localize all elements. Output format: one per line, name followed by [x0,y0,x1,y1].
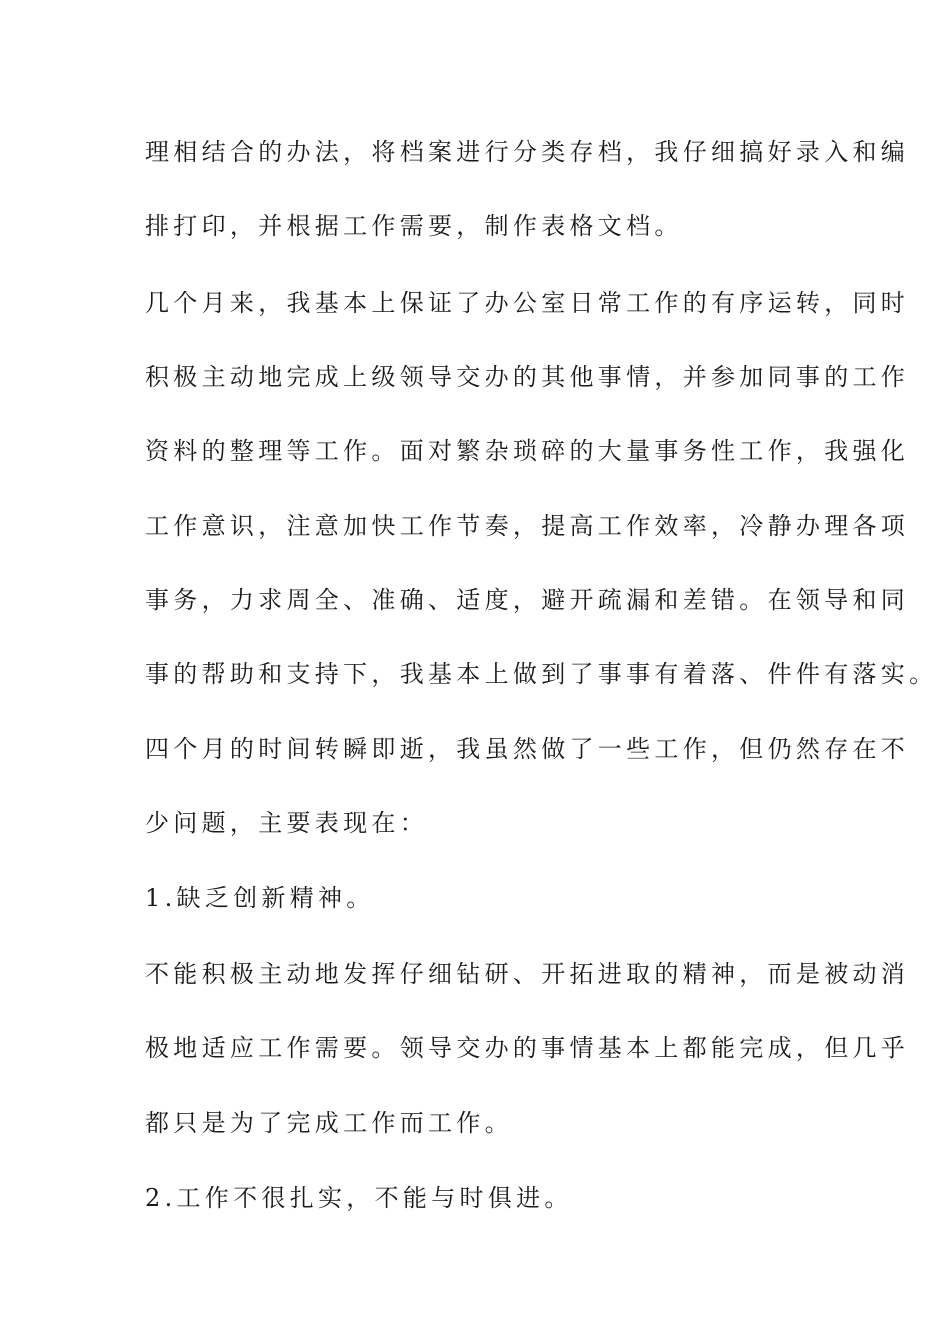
text-line: 几个月来，我基本上保证了办公室日常工作的有序运转，同时 [145,289,910,317]
list-heading: 1.缺乏创新精神。 [145,884,375,912]
text-line: 事的帮助和支持下，我基本上做到了事事有着落、件件有落实。 [145,660,938,688]
text-line: 理相结合的办法，将档案进行分类存档，我仔细搞好录入和编 [145,138,910,166]
text-line: 都只是为了完成工作而工作。 [145,1109,513,1137]
list-heading: 2.工作不很扎实，不能与时俱进。 [145,1184,573,1212]
text-line: 不能积极主动地发挥仔细钻研、开拓进取的精神，而是被动消 [145,960,910,988]
text-line: 资料的整理等工作。面对繁杂琐碎的大量事务性工作，我强化 [145,437,910,465]
text-line: 积极主动地完成上级领导交办的其他事情，并参加同事的工作 [145,363,910,391]
text-line: 极地适应工作需要。领导交办的事情基本上都能完成，但几乎 [145,1034,910,1062]
text-line: 少问题，主要表现在： [145,809,428,837]
text-line: 四个月的时间转瞬即逝，我虽然做了一些工作，但仍然存在不 [145,735,910,763]
text-line: 工作意识，注意加快工作节奏，提高工作效率，冷静办理各项 [145,512,910,540]
text-line: 事务，力求周全、准确、适度，避开疏漏和差错。在领导和同 [145,586,910,614]
text-line: 排打印，并根据工作需要，制作表格文档。 [145,212,683,240]
